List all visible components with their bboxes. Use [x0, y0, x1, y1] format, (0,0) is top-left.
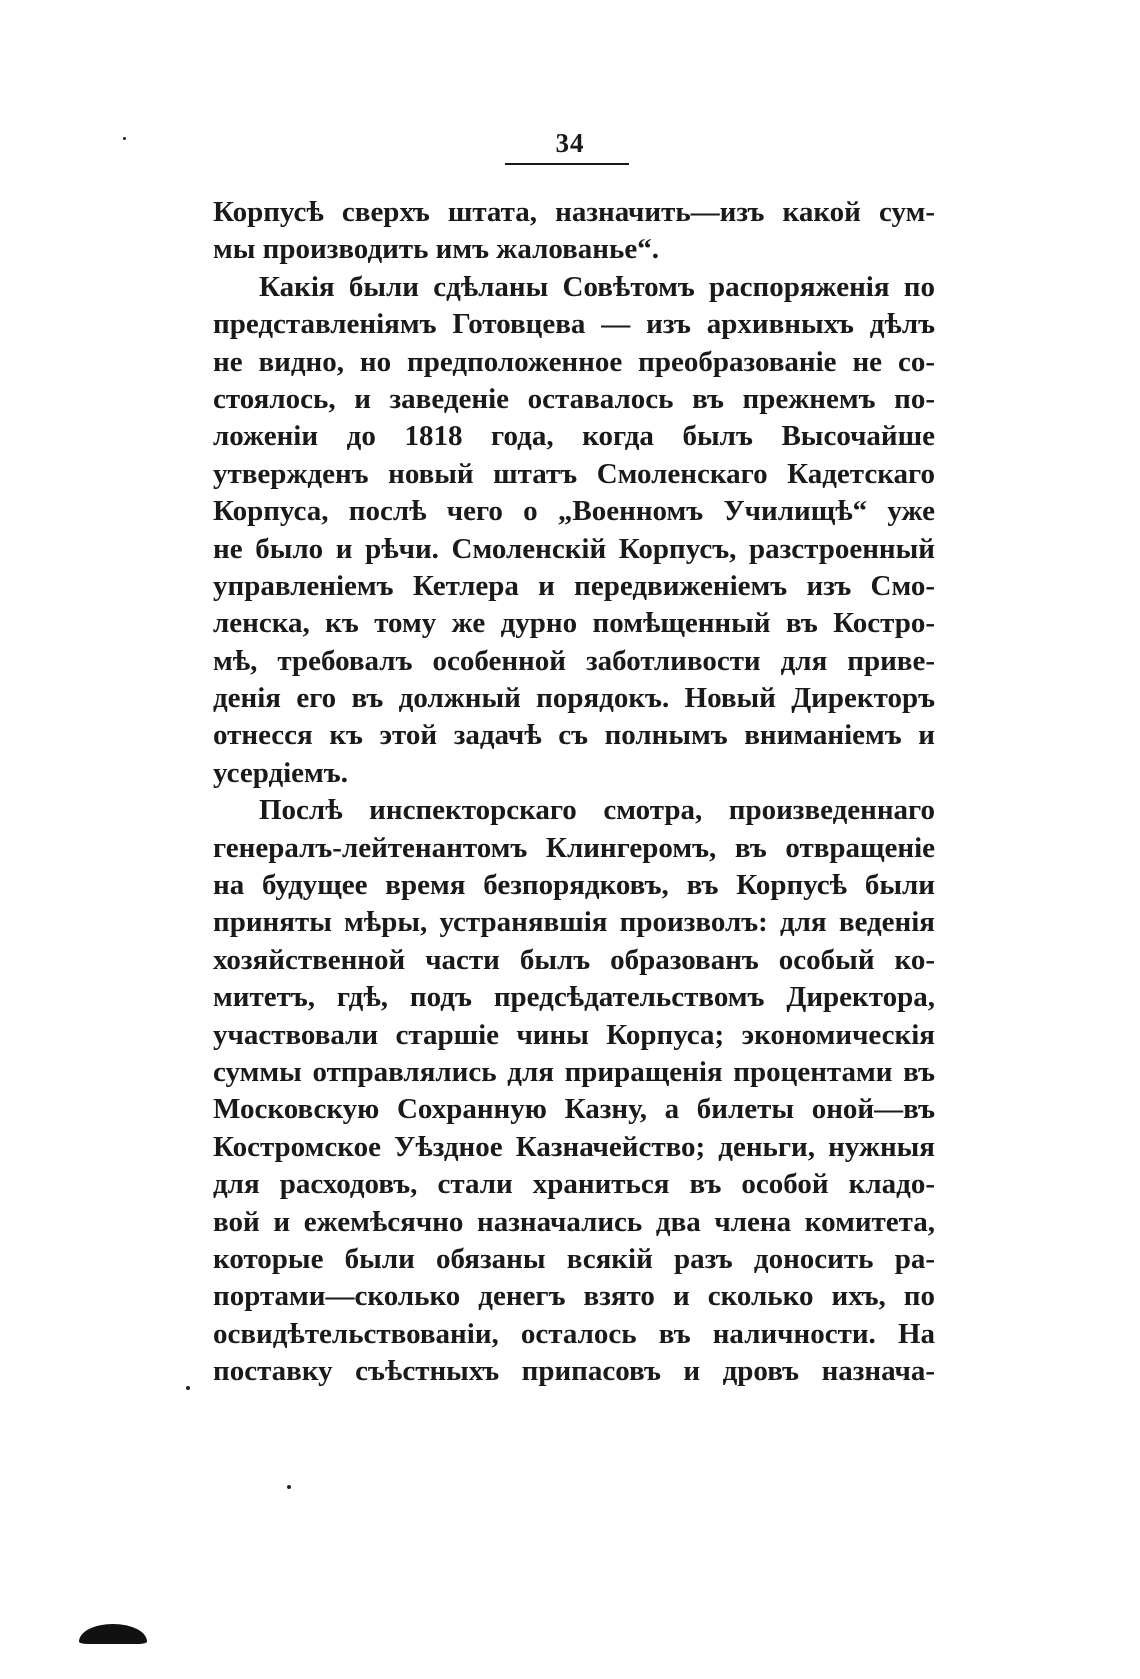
text-line: которые были обязаны всякій разъ доносить ра- — [213, 1242, 935, 1275]
text-line: ленска, къ тому же дурно помѣщенный въ Костро- — [213, 607, 935, 640]
text-line: портами—сколько денегъ взято и сколько ихъ, по — [213, 1280, 935, 1313]
text-line: Московскую Сохранную Казну, а билеты оной—въ — [213, 1093, 935, 1126]
body-text — [213, 194, 935, 1391]
scan-speck — [287, 1485, 291, 1489]
text-line: освидѣтельствованіи, осталось въ наличности. На — [213, 1317, 935, 1350]
text-line: Какія были сдѣланы Совѣтомъ распоряженія по — [259, 270, 935, 303]
text-line: не было и рѣчи. Смоленскій Корпусъ, разстроенный — [213, 532, 935, 565]
text-line: приняты мѣры, устранявшія произволъ: для веденія — [213, 906, 935, 939]
text-line: генералъ-лейтенантомъ Клингеромъ, въ отвращеніе — [213, 831, 935, 864]
text-line: не видно, но предположенное преобразованіе не со- — [213, 345, 935, 378]
text-line: вой и ежемѣсячно назначались два члена комитета, — [213, 1205, 935, 1238]
text-line: ложеніи до 1818 года, когда былъ Высочайше — [213, 420, 935, 453]
text-line: суммы отправлялись для приращенія процентами въ — [213, 1055, 935, 1088]
text-line: на будущее время безпорядковъ, въ Корпусѣ были — [213, 869, 935, 902]
text-line: представленіямъ Готовцева — изъ архивныхъ дѣлъ — [213, 308, 935, 341]
scan-speck — [123, 137, 126, 140]
text-line: усердіемъ. — [213, 756, 348, 789]
text-line: Корпуса, послѣ чего о „Военномъ Училищѣ“ уже — [213, 495, 935, 528]
text-line: отнесся къ этой задачѣ съ полнымъ вниманіемъ и — [213, 719, 935, 752]
text-line: мѣ, требовалъ особенной заботливости для приве- — [213, 644, 935, 677]
text-line: управленіемъ Кетлера и передвиженіемъ изъ Смо- — [213, 569, 935, 602]
text-line: утвержденъ новый штатъ Смоленскаго Кадетскаго — [213, 457, 935, 490]
text-line: Костромское Уѣздное Казначейство; деньги, нужныя — [213, 1130, 935, 1163]
text-line: митетъ, гдѣ, подъ предсѣдательствомъ Директора, — [213, 981, 935, 1014]
scan-blot — [79, 1624, 147, 1644]
text-line: хозяйственной части былъ образованъ особый ко- — [213, 943, 935, 976]
text-line: мы производить имъ жалованье“. — [213, 233, 659, 266]
page-number-rule — [505, 163, 629, 165]
text-line: поставку съѣстныхъ припасовъ и дровъ назнача- — [213, 1355, 935, 1388]
text-line: Корпусѣ сверхъ штата, назначить—изъ какой сум- — [213, 196, 935, 228]
page-number: 34 — [555, 128, 585, 158]
scan-speck — [186, 1386, 190, 1390]
text-line: стоялось, и заведеніе оставалось въ прежнемъ по- — [213, 382, 935, 415]
text-line: Послѣ инспекторскаго смотра, произведеннаго — [259, 794, 935, 827]
text-line: участвовали старшіе чины Корпуса; экономическія — [213, 1018, 935, 1051]
text-line: денія его въ должный порядокъ. Новый Директоръ — [213, 682, 935, 715]
text-line: для расходовъ, стали храниться въ особой кладо- — [213, 1168, 935, 1201]
